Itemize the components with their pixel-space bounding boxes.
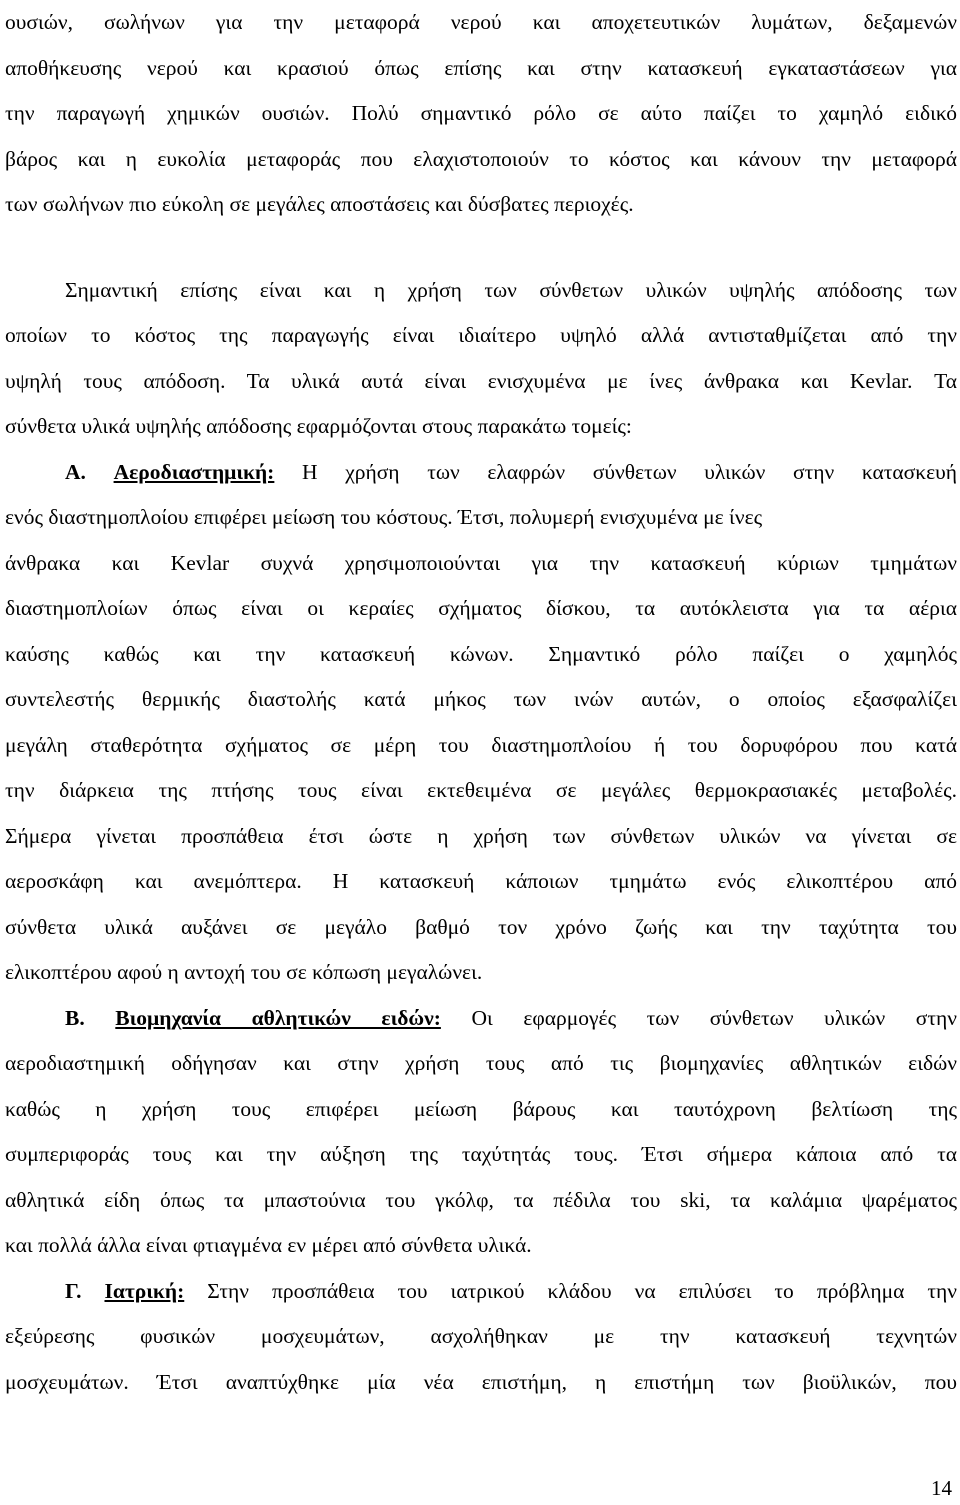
text-line: και πολλά άλλα είναι φτιαγμένα εν μέρει από σύνθετα υλικά. xyxy=(5,1233,532,1257)
text-line: Σημαντική επίσης είναι και η χρήση των σύνθετων υλικών υψηλής απόδοσης των xyxy=(65,277,957,302)
section-sports-industry xyxy=(5,996,957,1269)
text-line: διαστημοπλοίων όπως είναι οι κεραίες σχήματος δίσκου, τα αυτόκλειστα για τα αέρια xyxy=(5,596,957,620)
section-medicine xyxy=(5,1269,957,1406)
text-line: αεροδιαστημική οδήγησαν και στην χρήση τους από τις βιομηχανίες αθλητικών ειδών xyxy=(5,1051,957,1075)
document-page xyxy=(5,0,957,1405)
text-line: σύνθετα υλικά αυξάνει σε μεγάλο βαθμό τον χρόνο ζωής και την ταχύτητα του xyxy=(5,914,957,939)
text-line: την παραγωγή χημικών ουσιών. Πολύ σημαντικό ρόλο σε αύτο παίζει το χαμηλό ειδικό xyxy=(5,101,957,125)
paragraph-gap xyxy=(5,228,957,268)
text-line: ενός διαστημοπλοίου επιφέρει μείωση του κόστους. Έτσι, πολυμερή ενισχυμένα με ίνες xyxy=(5,505,763,529)
text-line: συμπεριφοράς τους και την αύξηση της ταχύτητάς τους. Έτσι σήμερα κάποια από τα xyxy=(5,1142,957,1166)
section-title: Ιατρική: xyxy=(104,1278,185,1303)
text-line: μεγάλη σταθερότητα σχήματος σε μέρη του διαστημοπλοίου ή του δορυφόρου που κατά xyxy=(5,732,957,757)
text-line: συντελεστής θερμικής διαστολής κατά μήκος των ινών αυτών, ο οποίος εξασφαλίζει xyxy=(5,687,957,711)
text-line: αεροσκάφη και ανεμόπτερα. Η κατασκευή κάποιων τμημάτω ενός ελικοπτέρου από xyxy=(5,869,957,893)
page-number: 14 xyxy=(931,1476,952,1500)
text-line: υψηλή τους απόδοση. Τα υλικά αυτά είναι ενισχυμένα με ίνες άνθρακα και Kevlar. Τα xyxy=(5,368,957,393)
text-line: αποθήκευσης νερού και κρασιού όπως επίσης και στην κατασκευή εγκαταστάσεων για xyxy=(5,55,957,80)
section-heading-line xyxy=(5,996,957,1042)
text-line: αθλητικά είδη όπως τα μπαστούνια του γκόλφ, τα πέδιλα του ski, τα καλάμια ψαρέματος xyxy=(5,1187,957,1212)
text-line: Σήμερα γίνεται προσπάθεια έτσι ώστε η χρήση των σύνθετων υλικών να γίνεται σε xyxy=(5,823,957,848)
text-line: οποίων το κόστος της παραγωγής είναι ιδιαίτερο υψηλό αλλά αντισταθμίζεται από την xyxy=(5,323,957,347)
section-label: Γ. xyxy=(65,1278,82,1303)
text-line: ουσιών, σωλήνων για την μεταφορά νερού και αποχετευτικών λυμάτων, δεξαμενών xyxy=(5,10,957,34)
section-heading-line xyxy=(5,1269,957,1315)
text-line: σύνθετα υλικά υψηλής απόδοσης εφαρμόζονται στους παρακάτω τομείς: xyxy=(5,414,632,438)
text-line: άνθρακα και Kevlar συχνά χρησιμοποιούνται για την κατασκευή κύριων τμημάτων xyxy=(5,550,957,575)
section-label: Β. xyxy=(65,1005,85,1030)
text-line: μοσχευμάτων. Έτσι αναπτύχθηκε μία νέα επιστήμη, η επιστήμη των βιοϋλικών, που xyxy=(5,1369,957,1394)
paragraph-1 xyxy=(5,0,957,228)
section-first-line-text: Η χρήση των ελαφρών σύνθετων υλικών στην κατασκευή xyxy=(274,459,957,484)
section-heading-line xyxy=(5,450,957,496)
text-line: καύσης καθώς και την κατασκευή κώνων. Σημαντικό ρόλο παίζει ο χαμηλός xyxy=(5,641,957,666)
text-line: την διάρκεια της πτήσης τους είναι εκτεθειμένα σε μεγάλες θερμοκρασιακές μεταβολές. xyxy=(5,778,957,802)
text-line: καθώς η χρήση τους επιφέρει μείωση βάρους και ταυτόχρονη βελτίωση της xyxy=(5,1096,957,1121)
paragraph-2 xyxy=(5,268,957,450)
text-line: των σωλήνων πιο εύκολη σε μεγάλες αποστάσεις και δύσβατες περιοχές. xyxy=(5,192,634,216)
section-first-line-text: Στην προσπάθεια του ιατρικού κλάδου να επιλύσει το πρόβλημα την xyxy=(184,1278,957,1303)
section-first-line-text: Οι εφαρμογές των σύνθετων υλικών στην xyxy=(440,1005,957,1030)
section-label: Α. xyxy=(65,459,86,484)
section-title: Αεροδιαστημική: xyxy=(113,459,275,484)
text-line: εξεύρεσης φυσικών μοσχευμάτων, ασχολήθηκαν με την κατασκευή τεχνητών xyxy=(5,1324,957,1348)
text-line: βάρος και η ευκολία μεταφοράς που ελαχιστοποιούν το κόστος και κάνουν την μεταφορά xyxy=(5,146,957,171)
section-title: Βιομηχανία αθλητικών ειδών: xyxy=(115,1005,441,1030)
section-aerospace xyxy=(5,450,957,996)
text-line: ελικοπτέρου αφού η αντοχή του σε κόπωση μεγαλώνει. xyxy=(5,960,483,984)
